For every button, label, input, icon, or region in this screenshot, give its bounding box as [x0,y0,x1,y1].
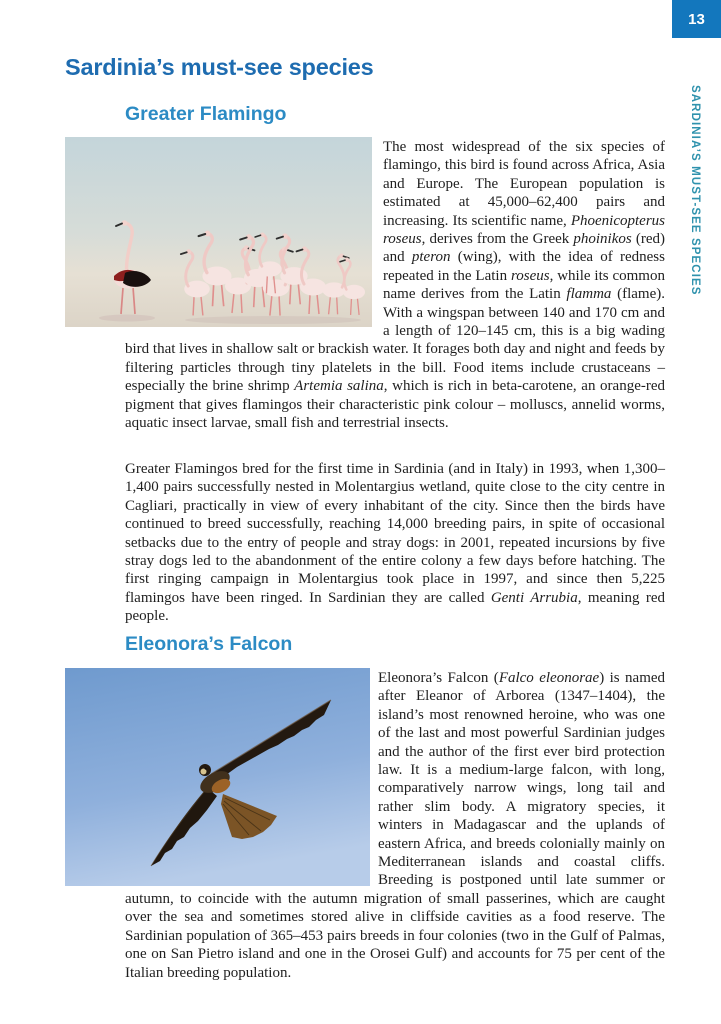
section-heading-greater-flamingo: Greater Flamingo [125,103,287,125]
sidebar-chapter-label: SARDINIA’S MUST-SEE SPECIES [689,85,701,296]
page-title: Sardinia’s must-see species [65,54,374,80]
section-heading-eleonoras-falcon: Eleonora’s Falcon [125,633,293,655]
flamingo-paragraph-1-text: The most widespread of the six species of flamingo, this bird is found across Africa, Asia and Europe. The European population is estimated at 45,000–62,400 pairs and increasing. Its scientific name, Phoenicopterus roseus, derives from the Greek phoinikos (red) and pteron (wing), with the idea of redness repeated in the Latin roseus, while its common name derives from the Latin flamma (flame). With a wingspan between 140 and 170 cm and a length of 120–145 cm, this is a big wading bird that lives in shallow salt or brackish water. It forages both day and night and feeds by filtering particles through tiny platelets in the bill. Food items include crustaceans – especially the brine shrimp Artemia salina, which is rich in beta-carotene, an orange-red pigment that gives flamingos their characteristic pink colour – molluscs, annelid worms, aquatic insect larvae, small fish and terrestrial insects. [125,139,666,432]
page-number: 13 [688,10,705,28]
page-number-tab [672,0,721,38]
falcon-paragraph-text: Eleonora’s Falcon (Falco eleonorae) is named after Eleanor of Arborea (1347–1404), the island’s most renowned heroine, who was one of the last and most powerful Sardinian judges and the author of the first ever bird protection law. It is a medium-large falcon, with long, comparatively narrow wings, long tail and rather slim body. A migratory species, it winters in Madagascar and the uplands of eastern Africa, and breeds colonially mainly on Mediterranean islands and coastal cliffs. Breeding is postponed until late summer or autumn, to coincide with the autumn migration of small passerines, which are caught over the sea and sometimes stored alive in cliffside cavities as a food reserve. The Sardinian population of 365–453 pairs breeds in four colonies (two in the Gulf of Palmas, one on San Pietro island and one in the Orosei Gulf) and accounts for 75 per cent of the Italian breeding population. [125,670,666,981]
falcon-paragraph [125,669,665,982]
text-wrap-spacer [125,669,378,883]
flamingo-paragraph-2-text: Greater Flamingos bred for the first time in Sardinia (and in Italy) in 1993, when 1,300–1,400 pairs successfully nested in Molentargius wetland, quite close to the city centre in Cagliari, practically in view of every inhabitant of the city. Since then the birds have continued to breed successfully, reaching 14,000 breeding pairs, in spite of occasional setbacks due to the entry of people and stray dogs: in 2001, repeated incursions by five stray dogs led to the abandonment of the entire colony a few days before hatching. The first ringing campaign in Molentargius took place in 1997, and since then 5,225 flamingos have been ringed. In Sardinian they are called Genti Arrubia, meaning red people. [125,461,665,625]
text-wrap-spacer [125,138,383,334]
flamingo-paragraph-2 [125,460,665,626]
flamingo-paragraph-1 [125,138,665,433]
